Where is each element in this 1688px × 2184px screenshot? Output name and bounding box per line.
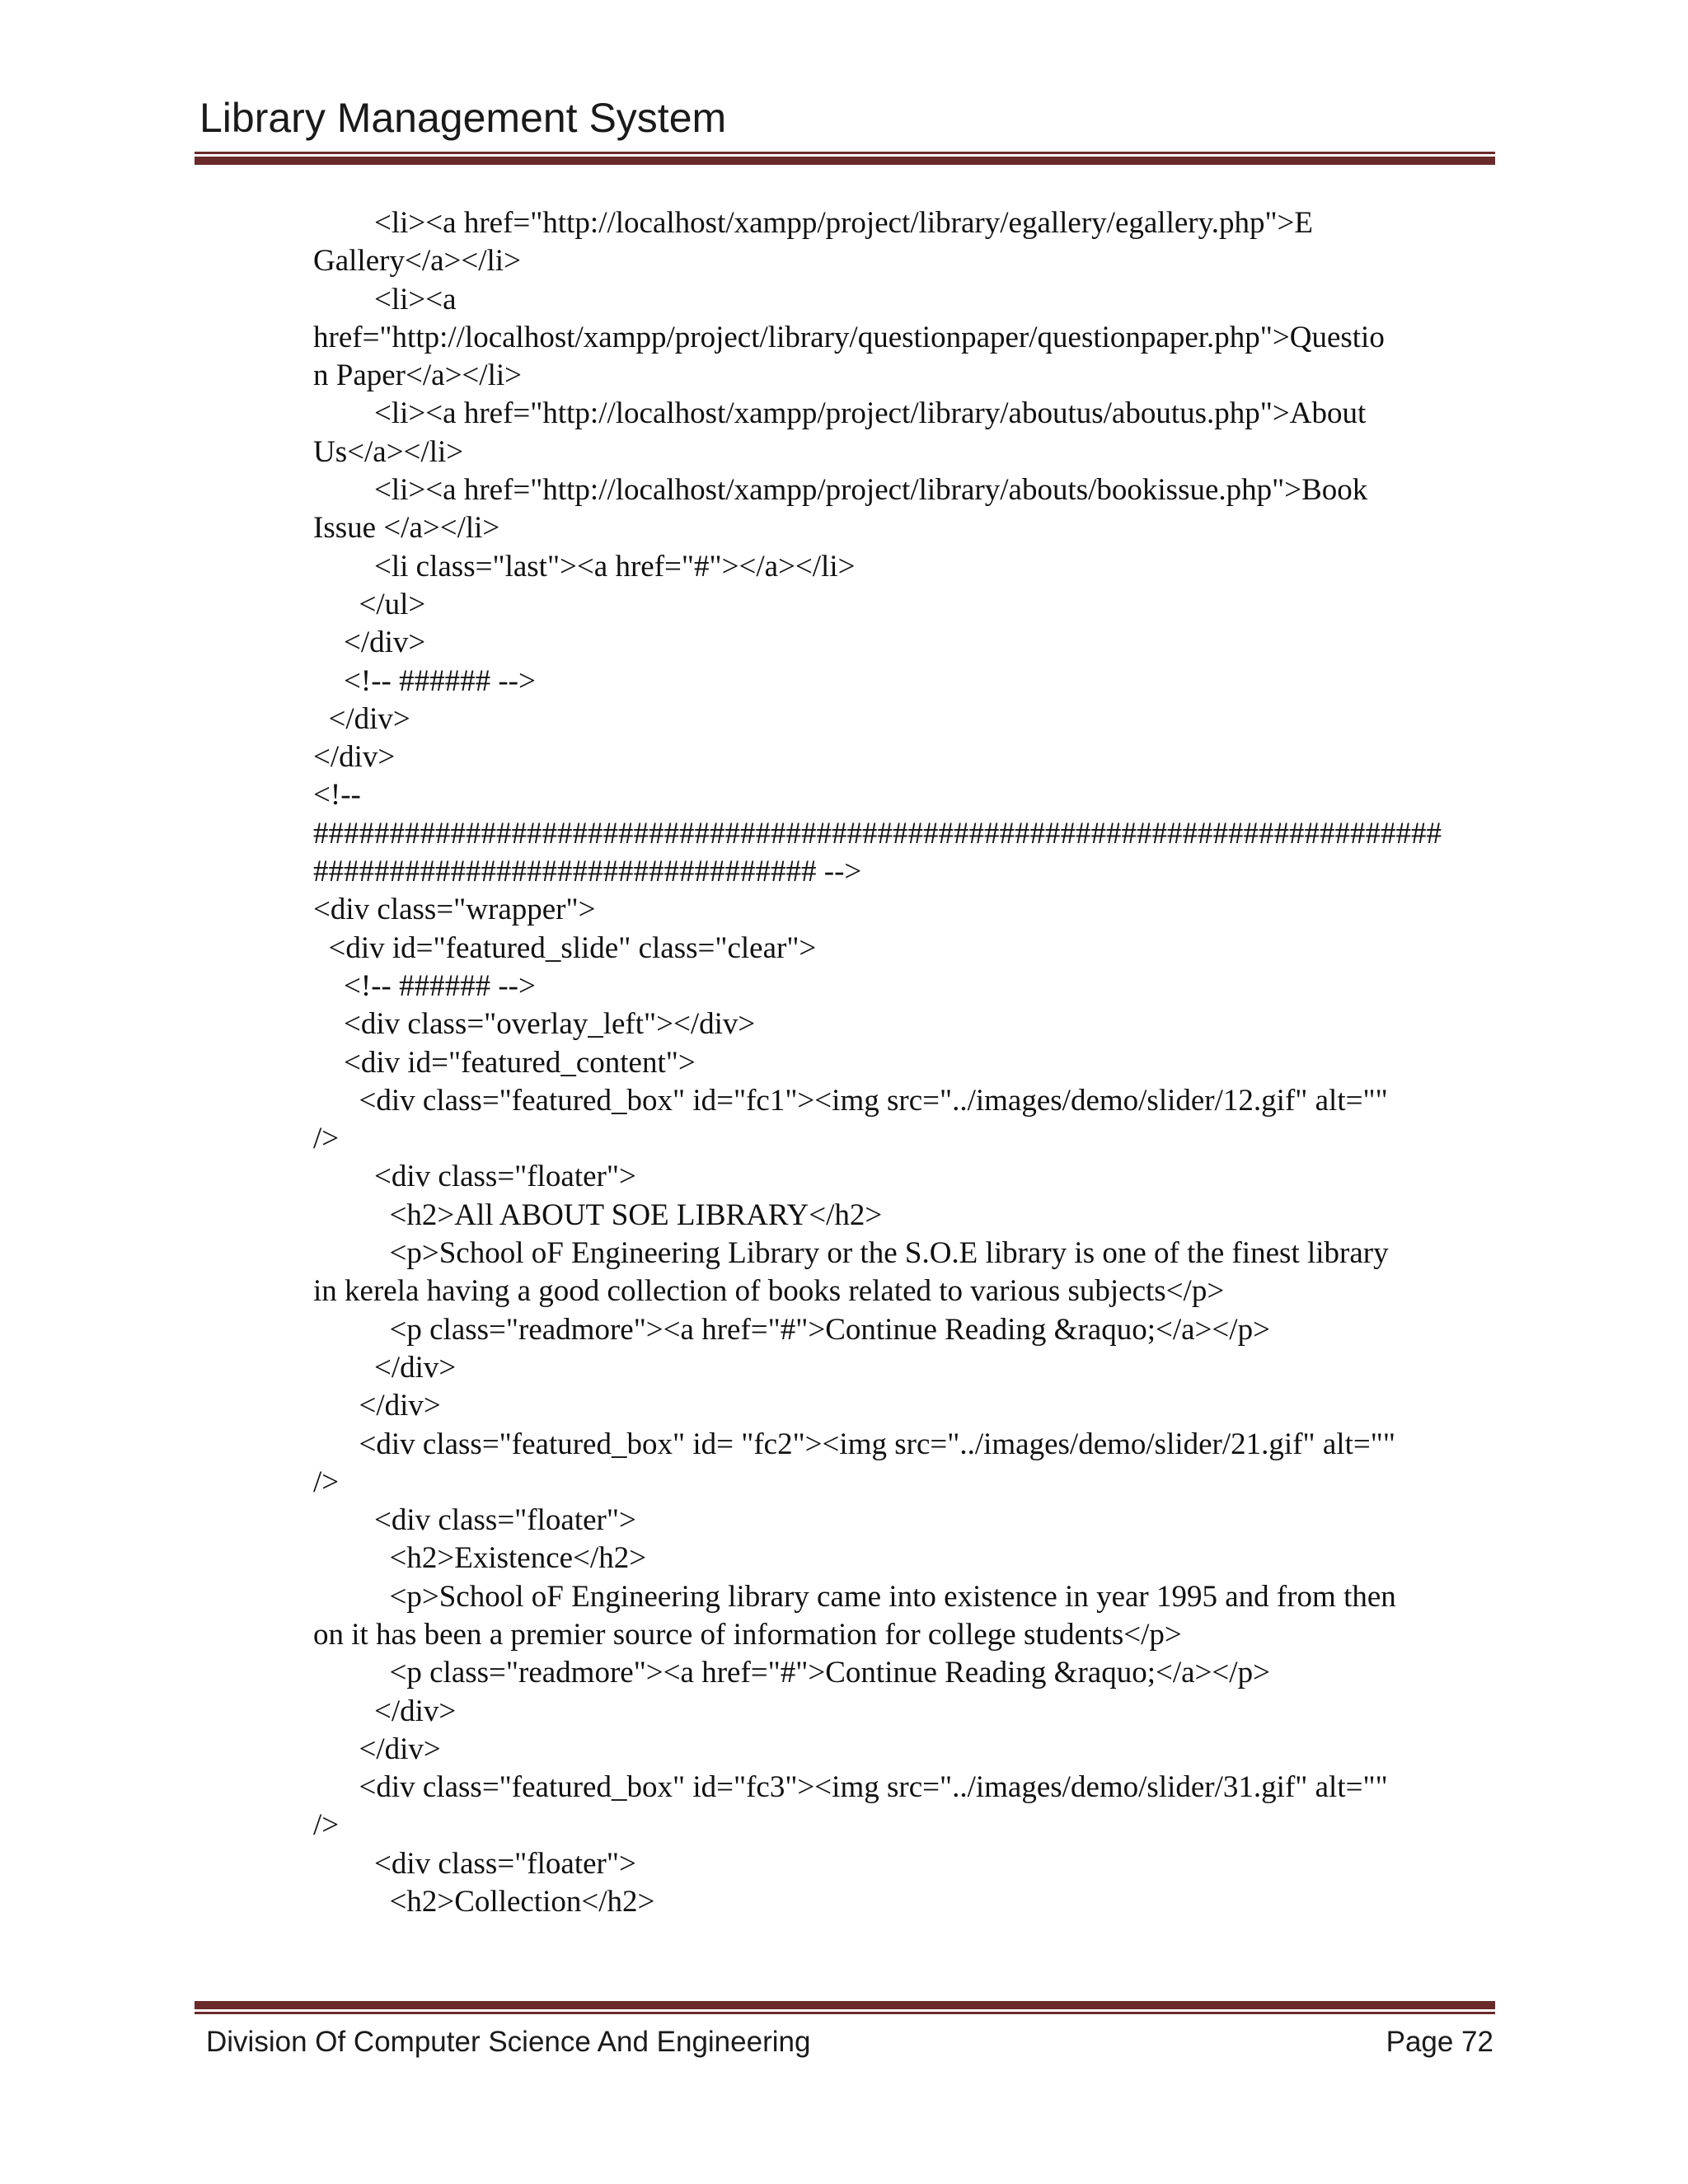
code-line: <div class="featured_box" id="fc1"><img src="../images/demo/slider/12.gif" alt="" [313,1083,1388,1118]
header-rule-thin [195,152,1495,154]
code-line: ########################################################################## [313,816,1442,851]
footer-division: Division Of Computer Science And Engineering [206,2026,811,2058]
code-line: <h2>Existence</h2> [313,1541,647,1576]
code-line: </div> [313,626,426,660]
code-line: </div> [313,1350,457,1385]
code-line: <li><a href="http://localhost/xampp/project/library/aboutus/aboutus.php">About [313,396,1367,431]
code-line: </div> [313,1694,457,1728]
code-line: <div class="floater"> [313,1846,636,1881]
code-line: <div class="featured_box" id= "fc2"><img src="../images/demo/slider/21.gif" alt="" [313,1427,1395,1461]
code-line: n Paper</a></li> [313,359,523,393]
code-line: /> [313,1465,340,1499]
code-line: Gallery</a></li> [313,244,521,279]
code-line: href="http://localhost/xampp/project/library/questionpaper/questionpaper.php">Questio [313,320,1385,354]
code-line: ################################# --> [313,855,862,889]
code-line: <div id="featured_slide" class="clear"> [313,930,817,965]
footer-rule-thick [195,2001,1495,2009]
code-line: Us</a></li> [313,434,464,469]
code-line: <li><a [313,282,457,316]
code-line: /> [313,1808,340,1843]
code-line: <h2>All ABOUT SOE LIBRARY</h2> [313,1197,883,1232]
code-line: <!-- [313,778,361,813]
code-line: <div class="featured_box" id="fc3"><img src="../images/demo/slider/31.gif" alt="" [313,1770,1388,1805]
code-line: in kerela having a good collection of books related to various subjects</p> [313,1274,1225,1309]
code-line: </ul> [313,587,426,621]
footer-rule-thin [195,2012,1495,2014]
code-line: on it has been a premier source of information for college students</p> [313,1617,1182,1652]
code-line: <!-- ###### --> [313,968,536,1003]
code-line: </div> [313,1389,441,1423]
code-line: <p class="readmore"><a href="#">Continue Reading &raquo;</a></p> [313,1656,1270,1690]
page-header-title: Library Management System [199,95,727,141]
code-line: <!-- ###### --> [313,663,536,698]
header-rule-thick [195,157,1495,165]
code-line: <div class="floater"> [313,1503,636,1538]
code-line: <h2>Collection</h2> [313,1885,655,1919]
code-line: <p>School oF Engineering Library or the S.O.E library is one of the finest library [313,1236,1389,1271]
code-line: </div> [313,740,396,775]
footer-page-number: Page 72 [1386,2026,1493,2058]
code-line: </div> [313,701,410,736]
code-line: <div id="featured_content"> [313,1045,696,1080]
code-line: Issue </a></li> [313,511,500,546]
code-line: <li class="last"><a href="#"></a></li> [313,549,856,583]
code-line: <li><a href="http://localhost/xampp/project/library/abouts/bookissue.php">Book [313,473,1368,508]
code-line: <p>School oF Engineering library came into existence in year 1995 and from then [313,1579,1396,1614]
code-listing [313,204,1500,1921]
code-line: /> [313,1122,340,1156]
code-line: <li><a href="http://localhost/xampp/project/library/egallery/egallery.php">E [313,206,1314,240]
code-line: <div class="overlay_left"></div> [313,1007,756,1042]
code-line: <div class="wrapper"> [313,893,596,927]
code-line: <p class="readmore"><a href="#">Continue Reading &raquo;</a></p> [313,1312,1270,1347]
code-line: <div class="floater"> [313,1160,636,1194]
code-line: </div> [313,1732,441,1766]
